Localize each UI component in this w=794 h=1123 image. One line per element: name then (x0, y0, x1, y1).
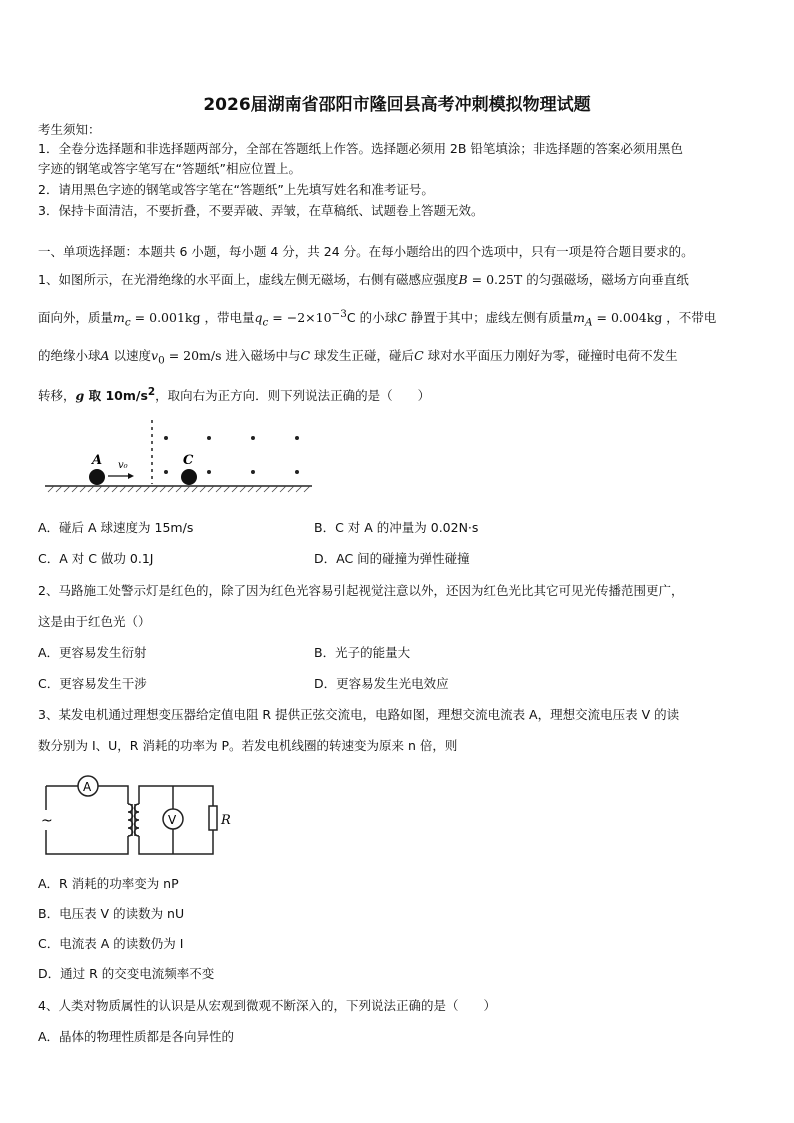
voltmeter-label: V (168, 813, 177, 827)
q2-option-a: A．更容易发生衍射 (38, 645, 147, 660)
section-heading: 一、单项选择题：本题共 6 小题，每小题 4 分，共 24 分。在每小题给出的四个选项中，只有一项是符合题目要求的。 (38, 244, 694, 259)
q3-option-d: D．通过 R 的交变电流频率不变 (38, 966, 215, 981)
q1-line-3: 的绝缘小球A 以速度$v_0 = 20m/s$ 进入磁场中与C 球发生正碰，碰后C 球对水平面压力刚好为零，碰撞时电荷不发生 (38, 348, 678, 367)
ball-c-label: C (183, 453, 194, 468)
notice-heading: 考生须知： (38, 122, 101, 137)
notice-item-1-cont: 字迹的钢笔或答字笔写在“答题纸”相应位置上。 (38, 161, 301, 176)
notice-item-3: 3．保持卡面清洁，不要折叠，不要弄破、弄皱，在草稿纸、试题卷上答题无效。 (38, 203, 484, 218)
q2-option-b: B．光子的能量大 (314, 645, 411, 660)
ball-c (181, 469, 197, 485)
q2-option-d: D．更容易发生光电效应 (314, 676, 449, 691)
q1-option-b: B．C 对 A 的冲量为 0.02N·s (314, 520, 479, 535)
q1-option-c: C．A 对 C 做功 0.1J (38, 551, 154, 566)
notice-item-1: 1．全卷分选择题和非选择题两部分，全部在答题纸上作答。选择题必须用 2B 铅笔填涂；非选择题的答案必须用黑色 (38, 141, 683, 156)
q1-figure (40, 418, 320, 498)
q2-line-1: 2、马路施工处警示灯是红色的，除了因为红色光容易引起视觉注意以外，还因为红色光比其它可见光传播范围更广， (38, 583, 684, 598)
page-title: 2026届湖南省邵阳市隆回县高考冲刺模拟物理试题 (203, 95, 591, 115)
ammeter-label: A (83, 780, 92, 794)
q1-option-d: D．AC 间的碰撞为弹性碰撞 (314, 551, 470, 566)
q3-option-c: C．电流表 A 的读数仍为 I (38, 936, 184, 951)
q3-option-b: B．电压表 V 的读数为 nU (38, 906, 185, 921)
q3-line-1: 3、某发电机通过理想变压器给定值电阻 R 提供正弦交流电，电路如图，理想交流电流表 A，理想交流电压表 V 的读 (38, 707, 680, 722)
q4-line-1: 4、人类对物质属性的认识是从宏观到微观不断深入的，下列说法正确的是（ ） (38, 998, 496, 1013)
q2-line-2: 这是由于红色光（） (38, 614, 151, 629)
ball-a (89, 469, 105, 485)
q1-line-4: 转移，g 取 $10m/s^2$，取向右为正方向．则下列说法正确的是（ ） (38, 386, 431, 404)
ac-source-icon: ~ (41, 813, 53, 829)
q3-option-a: A．R 消耗的功率变为 nP (38, 876, 179, 891)
q3-line-2: 数分别为 I、U，R 消耗的功率为 P。若发电机线圈的转速变为原来 n 倍，则 (38, 738, 458, 753)
q3-circuit-figure (38, 770, 238, 862)
q1-line-2: 面向外，质量$m_c = 0.001kg$ ，带电量$q_c = -2\times 10^{-3}C$ 的小球C 静置于其中；虚线左侧有质量$m_A = 0.004kg$ ，不带电 (38, 308, 717, 329)
resistor-label: R (221, 813, 231, 828)
ball-a-label: A (92, 453, 103, 468)
q4-option-a: A．晶体的物理性质都是各向异性的 (38, 1029, 235, 1044)
q1-line-1: 1、如图所示，在光滑绝缘的水平面上，虚线左侧无磁场，右侧有磁感应强度B = 0.25T 的匀强磁场，磁场方向垂直纸 (38, 272, 689, 287)
q2-option-c: C．更容易发生干涉 (38, 676, 147, 691)
velocity-label: v₀ (118, 460, 128, 471)
notice-item-2: 2．请用黑色字迹的钢笔或答字笔在“答题纸”上先填写姓名和准考证号。 (38, 182, 434, 197)
q1-option-a: A．碰后 A 球速度为 15m/s (38, 520, 194, 535)
